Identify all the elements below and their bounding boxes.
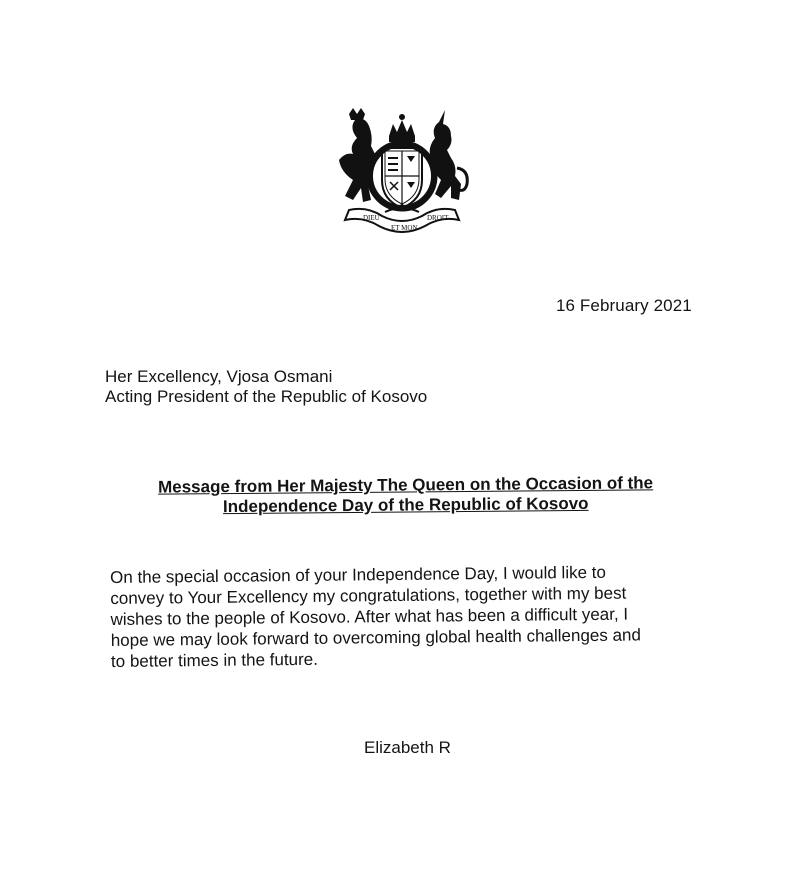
motto-left-text: DIEU [363,214,380,222]
subject-line-1: Message from Her Majesty The Queen on the Occasion of the [157,473,654,497]
body-line-2: convey to Your Excellency my congratulations, together with my best [110,583,627,608]
royal-coat-of-arms-icon [327,108,477,233]
body-line-3: wishes to the people of Kosovo. After what has been a difficult year, I [110,604,629,629]
motto-center-text: ET MON [391,224,418,232]
letter-body [110,561,711,672]
body-line-1: On the special occasion of your Independence Day, I would like to [110,562,607,587]
letter-date: 16 February 2021 [556,296,692,315]
addressee-title: Acting President of the Republic of Kosovo [105,387,428,406]
addressee-block [105,367,427,407]
subject-heading [120,473,691,518]
signature: Elizabeth R [364,738,451,757]
addressee-name: Her Excellency, Vjosa Osmani [105,367,333,386]
body-line-5: to better times in the future. [110,649,319,671]
motto-right-text: DROIT [427,214,449,222]
subject-line-2: Independence Day of the Republic of Kosovo [222,493,589,517]
body-line-4: hope we may look forward to overcoming global health challenges and [110,625,641,650]
